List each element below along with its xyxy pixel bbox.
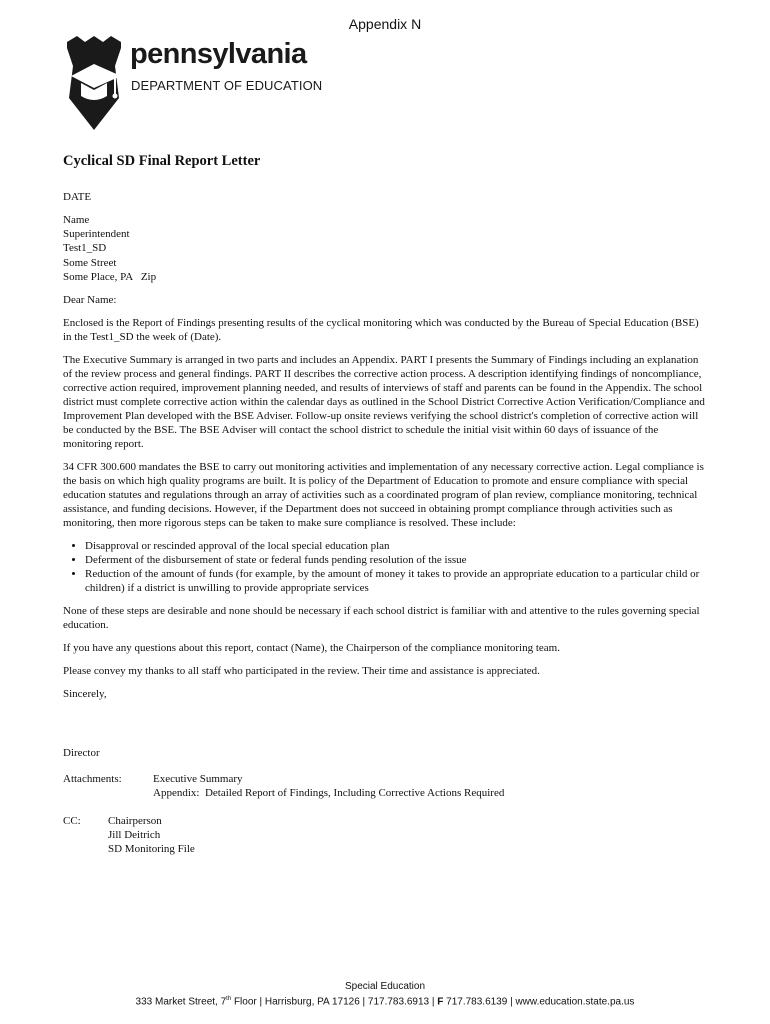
letter-title: Cyclical SD Final Report Letter xyxy=(63,153,261,169)
paragraph: Enclosed is the Report of Findings presenting results of the cyclical monitoring which was conducted by the Bureau of Special Education (BSE) in the Test1_SD the week of (Date). xyxy=(63,317,699,344)
footer-ordinal: th xyxy=(226,996,232,1002)
footer-street: 333 Market Street, 7 xyxy=(135,996,227,1008)
attachment-item: Executive Summary xyxy=(153,773,243,786)
cc-item: Chairperson xyxy=(108,815,162,828)
letter-body xyxy=(63,190,708,865)
address-line: Some Street xyxy=(63,256,117,269)
consequences-list xyxy=(63,539,708,595)
cc-block xyxy=(63,814,708,856)
footer-address xyxy=(0,993,770,1008)
logo-department: DEPARTMENT OF EDUCATION xyxy=(131,78,323,93)
cc-label: CC: xyxy=(63,815,81,828)
salutation: Dear Name: xyxy=(63,294,117,307)
address-line: Test1_SD xyxy=(63,242,107,255)
address-line: Superintendent xyxy=(63,228,130,241)
footer-city-phone: Floor | Harrisburg, PA 17126 | 717.783.6913 | xyxy=(231,996,438,1008)
paragraph: 34 CFR 300.600 mandates the BSE to carry out monitoring activities and implementation of any necessary corrective action. Legal compliance is the basis on which high quality programs are built. It is policy of the Department of Education to promote and ensure compliance with special education statutes and regulations through an array of activities such as a coordinated program of plan review, compliance monitoring, technical assistance, and funding decisions. However, if the Department does not succeed in obtaining prompt compliance through activities such as monitoring, then more rigorous steps can be taken to make sure compliance is resolved. These include: xyxy=(63,461,704,530)
pa-department-of-education-logo xyxy=(63,36,333,130)
paragraph: The Executive Summary is arranged in two parts and includes an Appendix. PART I presents the Summary of Findings including an explanation of the review process and general findings. PART II describes the corrective action process. A description identifying findings of noncompliance, corrective action required, improvement planning needed, and results of interviews of staff and parents can be found in the Appendix. The school district must complete corrective action within the calendar days as outlined in the School District Corrective Action Verification/Compliance and Improvement Plan developed with the BSE Adviser. Follow-up onsite reviews verifying the school district's completion of corrective action will be conducted by the BSE. The BSE Adviser will contact the school district to schedule the initial visit within 60 days of issuance of the monitoring report. xyxy=(63,354,705,451)
keystone-graduation-cap-icon xyxy=(63,36,125,130)
date-line: DATE xyxy=(63,191,92,203)
cc-item: Jill Deitrich xyxy=(108,829,161,842)
list-item: • Disapproval or rescinded approval of the local special education plan xyxy=(85,539,708,553)
closing: Sincerely, xyxy=(63,688,107,701)
list-item: • Deferment of the disbursement of state or federal funds pending resolution of the issue xyxy=(85,553,708,567)
appendix-label: Appendix N xyxy=(348,16,422,32)
footer-office: Special Education xyxy=(344,981,426,992)
paragraph: If you have any questions about this report, contact (Name), the Chairperson of the compliance monitoring team. xyxy=(63,642,560,655)
signer-title: Director xyxy=(63,747,100,760)
recipient-address xyxy=(63,213,708,284)
address-line: Name xyxy=(63,214,90,226)
address-line: Some Place, PA Zip xyxy=(63,270,157,283)
cc-item: SD Monitoring File xyxy=(108,843,195,856)
logo-wordmark: pennsylvania xyxy=(130,38,307,70)
attachments-label: Attachments: xyxy=(63,773,122,786)
list-item: • Reduction of the amount of funds (for example, by the amount of money it takes to provide an appropriate education to a particular child or children) if a district is unwilling to provide appropriate services xyxy=(85,567,708,595)
paragraph: None of these steps are desirable and none should be necessary if each school district is familiar with and attentive to the rules governing special education. xyxy=(63,605,700,632)
footer-fax-web: 717.783.6139 | www.education.state.pa.us xyxy=(443,996,635,1008)
attachment-item: Appendix: Detailed Report of Findings, Including Corrective Actions Required xyxy=(153,787,505,800)
paragraph: Please convey my thanks to all staff who participated in the review. Their time and assistance is appreciated. xyxy=(63,665,540,678)
footer-fax-label: F xyxy=(437,996,444,1008)
letterhead-footer xyxy=(0,981,770,1008)
attachments-block xyxy=(63,772,708,800)
